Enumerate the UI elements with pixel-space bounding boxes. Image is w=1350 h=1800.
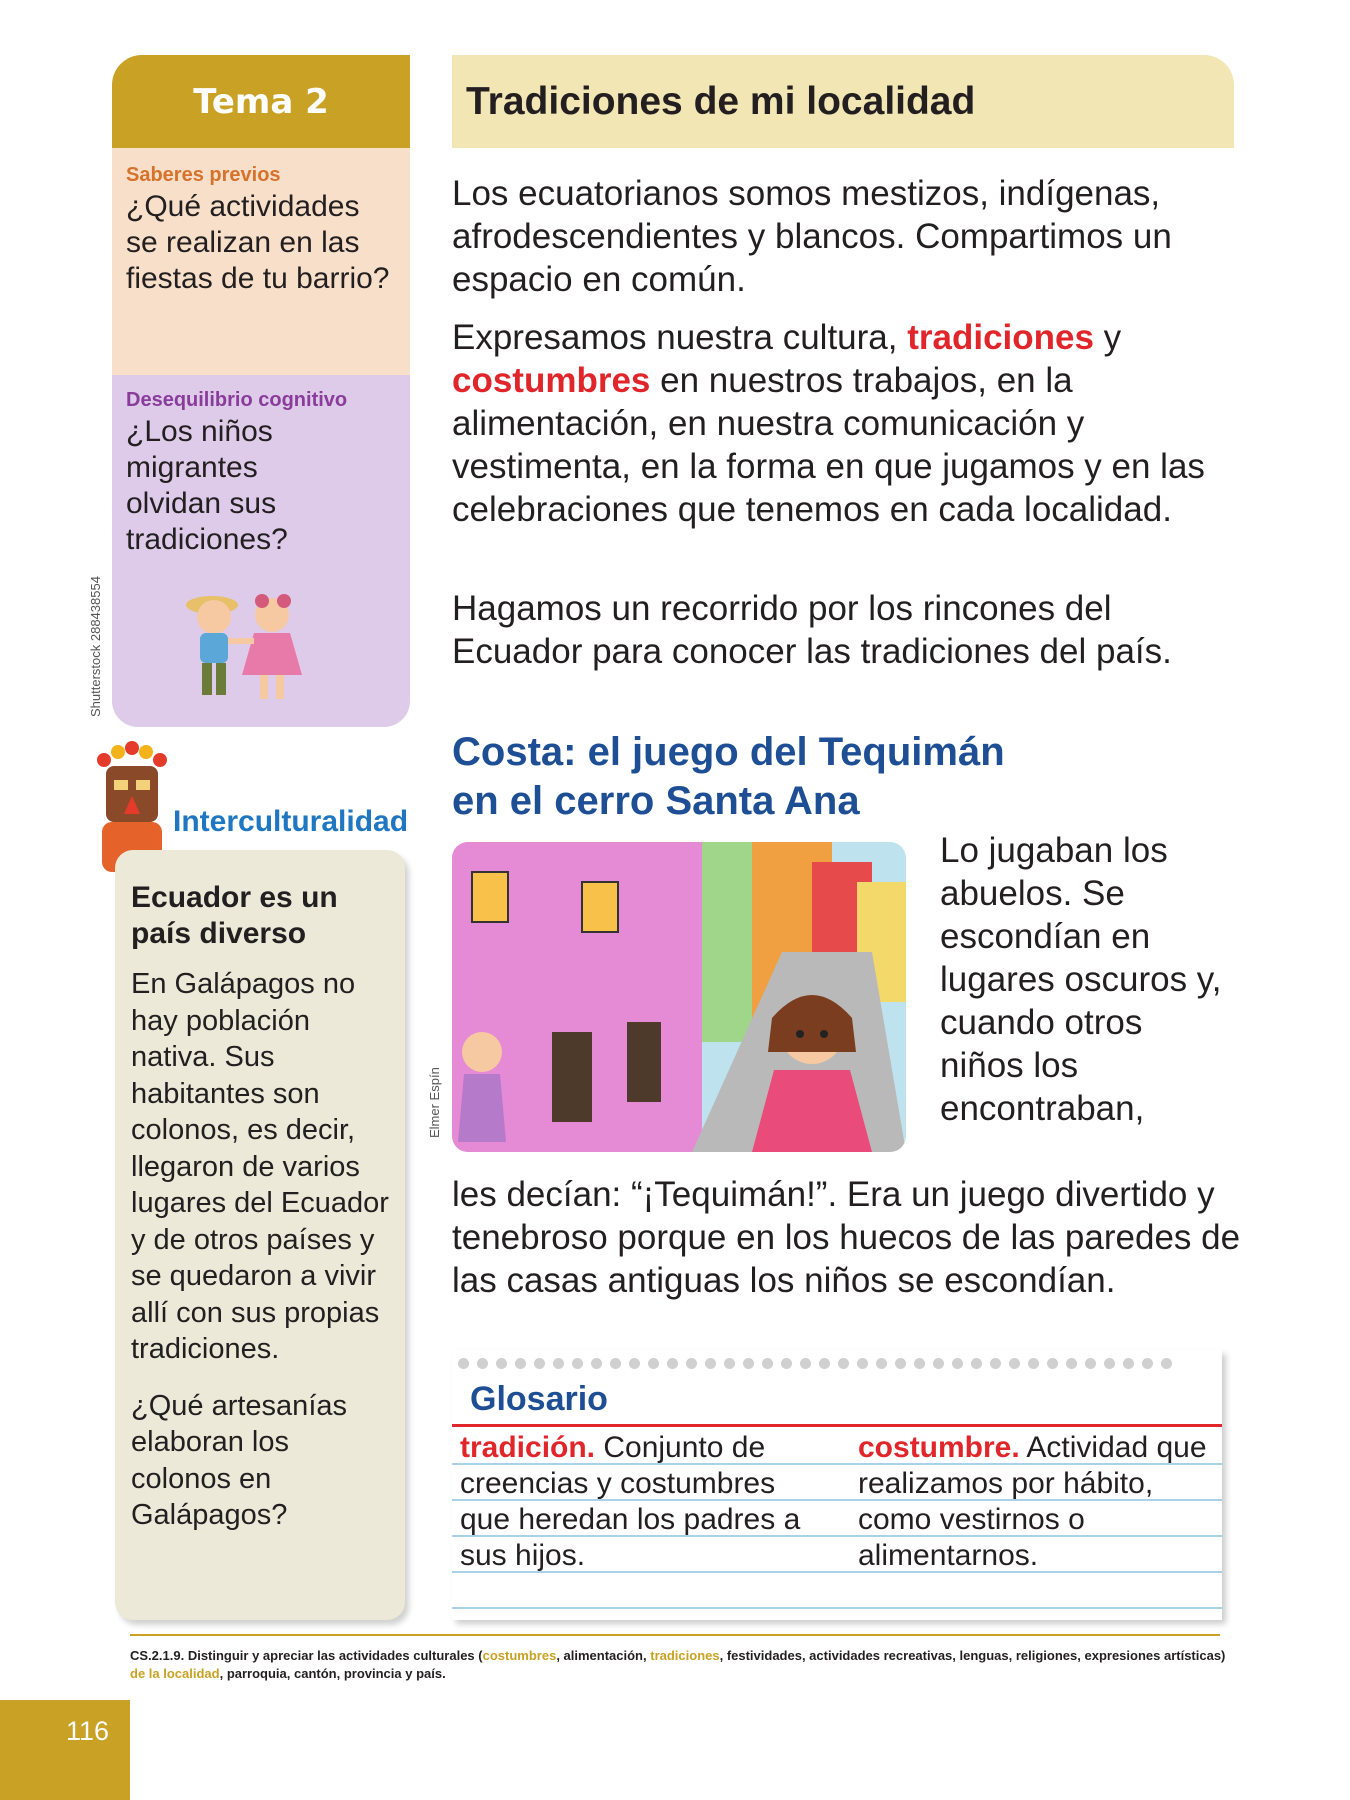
glossary-title: Glosario [470,1380,608,1418]
note-text: , parroquia, cantón, provincia y país. [219,1666,446,1681]
ring [895,1358,906,1369]
culture-text-2: y [1093,318,1122,357]
glossary-term: tradición. [460,1431,596,1464]
note-text: , festividades, actividades recreativas, lenguas, religiones, expresiones artísticas) [719,1648,1226,1663]
ring [1047,1358,1058,1369]
ring [591,1358,602,1369]
page-title [452,55,1234,148]
saberes-previos-box [112,148,410,375]
ring [743,1358,754,1369]
story-text-bottom: les decían: “¡Tequimán!”. Era un juego divertido y tenebroso porque en los huecos de las paredes de las casas antiguas los niños se escondían. [452,1175,1241,1300]
ring [819,1358,830,1369]
ring [990,1358,1001,1369]
ring [933,1358,944,1369]
curriculum-code: CS.2.1.9. [130,1648,185,1663]
ring [857,1358,868,1369]
page-number [0,1700,130,1800]
desequilibrio-label: Desequilibrio cognitivo [126,389,348,411]
interculturalidad-heading: Ecuador es un país diverso [131,881,338,950]
tema-label: Tema 2 [193,81,329,122]
ruled-line [452,1607,1222,1609]
ring [1085,1358,1096,1369]
ring [1123,1358,1134,1369]
ring [629,1358,640,1369]
tema-header [112,55,410,148]
interculturalidad-text: En Galápagos no hay población nativa. Sus habitantes son colonos, es decir, llegaron de varios lugares del Ecuador y de otros países y se quedaron a vivir allí con sus propias tradiciones. [131,968,389,1365]
ring [781,1358,792,1369]
ring [876,1358,887,1369]
ring [458,1358,469,1369]
ring [1028,1358,1039,1369]
ring [553,1358,564,1369]
dancing-children-illustration [172,575,322,715]
note-text: , alimentación, [556,1648,651,1663]
ring [496,1358,507,1369]
saberes-label: Saberes previos [126,164,281,186]
glossary-term: costumbre. [858,1431,1020,1464]
ring [477,1358,488,1369]
culture-text-3: en nuestros trabajos, en la alimentación, en nuestra comunicación y vestimenta, en la forma en que jugamos y en las celebraciones que tenemos en cada localidad. [452,361,1205,529]
ring [952,1358,963,1369]
story-text-side: Lo jugaban los abuelos. Se escondían en lugares oscuros y, cuando otros niños los encontraban, [940,831,1222,1128]
page-number-text: 116 [66,1716,110,1746]
ring [534,1358,545,1369]
keyword-costumbres: costumbres [452,361,651,400]
ring [610,1358,621,1369]
saberes-question: ¿Qué actividades se realizan en las fiestas de tu barrio? [126,190,390,295]
ring [1161,1358,1172,1369]
street-game-illustration [452,842,906,1152]
ring [686,1358,697,1369]
interculturalidad-box [115,850,405,1620]
section-subheading [452,728,1005,826]
interculturalidad-question: ¿Qué artesanías elaboran los colonos en Galápagos? [131,1389,347,1531]
ring [1066,1358,1077,1369]
note-highlight: de la localidad [130,1666,220,1681]
recorrido-paragraph: Hagamos un recorrido por los rincones del Ecuador para conocer las tradiciones del país. [452,589,1172,671]
keyword-tradiciones: tradiciones [907,318,1094,357]
curriculum-note [130,1647,1230,1683]
footer-rule [130,1634,1220,1636]
desequilibrio-question: ¿Los niños migrantes olvidan sus tradiciones? [126,415,288,556]
ring [1104,1358,1115,1369]
glossary-definition: Actividad que realizamos por hábito, como vestirnos o alimentarnos. [858,1431,1207,1572]
note-highlight: costumbres [482,1648,557,1663]
illustration-credit: Elmer Espín [427,1067,442,1138]
page-title-text: Tradiciones de mi localidad [466,79,976,123]
note-text: Distinguir y apreciar las actividades culturales ( [184,1648,483,1663]
glossary-entry-tradicion [460,1430,820,1574]
ring [724,1358,735,1369]
glossary-definition: Conjunto de creencias y costumbres que heredan los padres a sus hijos. [460,1431,801,1572]
intro-paragraph: Los ecuatorianos somos mestizos, indígenas, afrodescendientes y blancos. Compartimos un espacio en común. [452,174,1172,299]
ring [515,1358,526,1369]
ring [648,1358,659,1369]
desequilibrio-box [112,375,410,727]
ring [667,1358,678,1369]
ring [838,1358,849,1369]
subheading-line-1: Costa: el juego del Tequimán [452,730,1005,774]
ring [800,1358,811,1369]
notebook-rings [458,1358,1172,1369]
ring [914,1358,925,1369]
glossary-red-rule [452,1424,1222,1427]
ring [971,1358,982,1369]
culture-paragraph [452,316,1242,531]
glossary-box [452,1350,1222,1620]
subheading-line-2: en el cerro Santa Ana [452,779,860,823]
ring [572,1358,583,1369]
photo-credit: Shutterstock 288438554 [88,576,103,717]
interculturalidad-title: Interculturalidad [173,805,409,838]
culture-text-1: Expresamos nuestra cultura, [452,318,908,357]
note-highlight: tradiciones [650,1648,720,1663]
glossary-entry-costumbre [858,1430,1218,1574]
ring [705,1358,716,1369]
ring [762,1358,773,1369]
ring [1009,1358,1020,1369]
ring [1142,1358,1153,1369]
